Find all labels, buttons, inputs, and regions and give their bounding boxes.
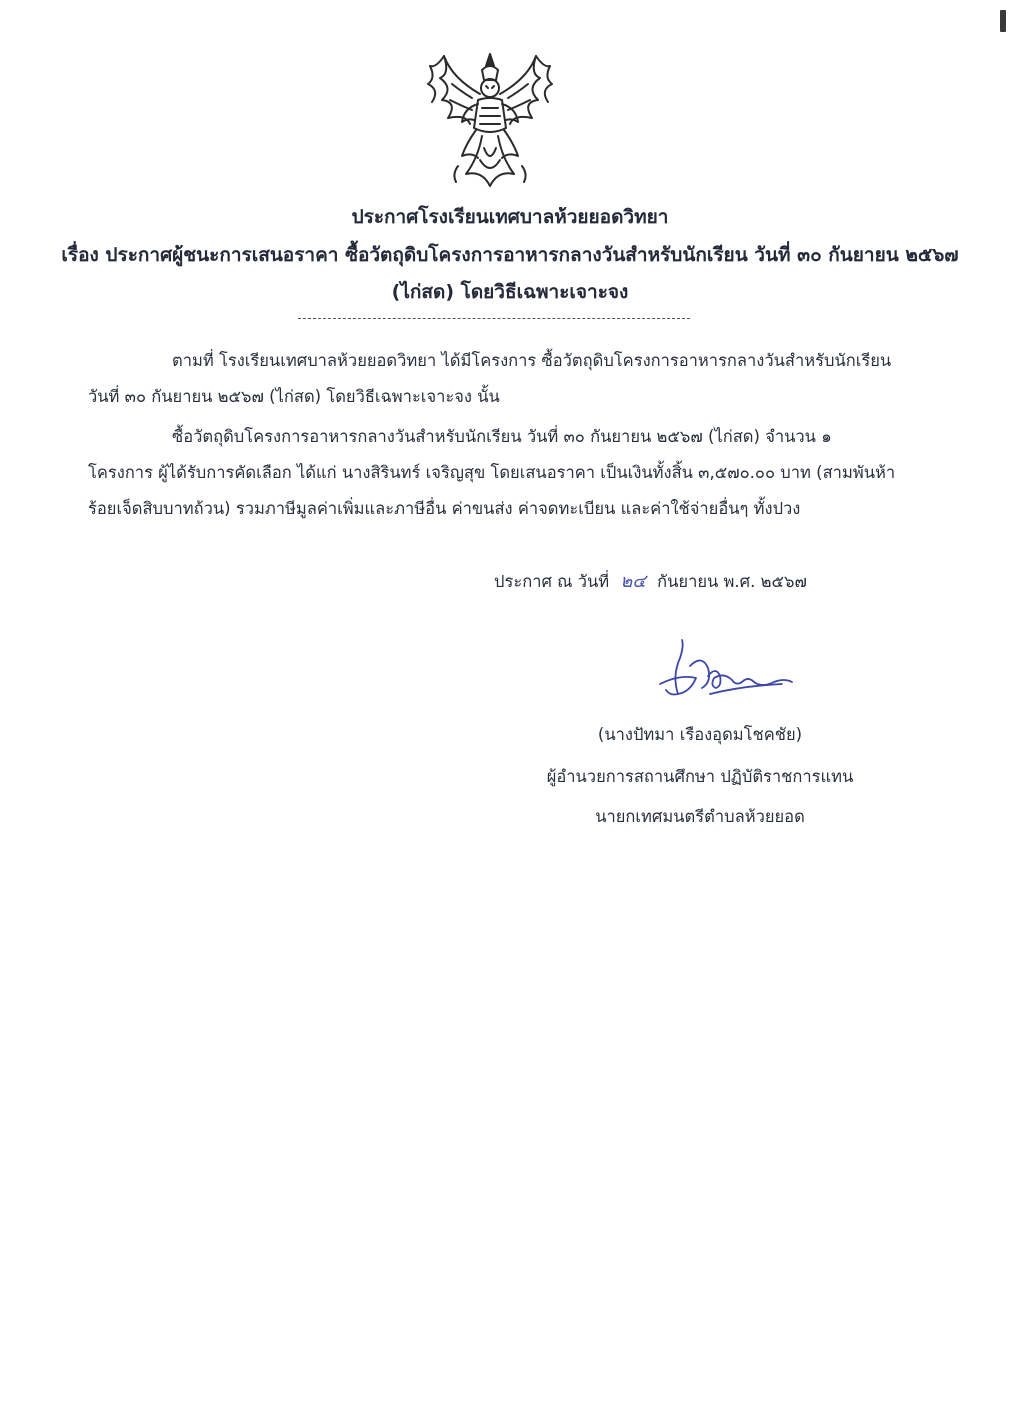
announcement-date [494, 566, 807, 595]
garuda-emblem-icon [422, 48, 558, 194]
signatory-name: (นางปัทมา เรืองอุดมโชคชัย) [597, 725, 803, 744]
announcement-subject-continued: (ไก่สด) โดยวิธีเฉพาะเจาะจง [391, 281, 629, 303]
paragraph-2-line-3: ร้อยเจ็ดสิบบาทถ้วน) รวมภาษีมูลค่าเพิ่มและภาษีอื่น ค่าขนส่ง ค่าจดทะเบียน และค่าใช้จ่ายอื่นๆ ทั้งปวง [88, 499, 801, 518]
announcement-date-suffix: กันยายน พ.ศ. ๒๕๖๗ [657, 572, 807, 591]
signatory-acting-for: นายกเทศมนตรีตำบลห้วยยอด [595, 807, 805, 826]
paragraph-1-line-2: วันที่ ๓๐ กันยายน ๒๕๖๗ (ไก่สด) โดยวิธีเฉพาะเจาะจง นั้น [88, 387, 500, 406]
header-divider [298, 318, 690, 319]
announcement-subject: เรื่อง ประกาศผู้ชนะการเสนอราคา ซื้อวัตถุดิบโครงการอาหารกลางวันสำหรับนักเรียน วันที่ ๓๐ กันยายน ๒๕๖๗ [61, 244, 959, 266]
announcement-title: ประกาศโรงเรียนเทศบาลห้วยยอดวิทยา [351, 206, 669, 228]
signatory-position: ผู้อำนวยการสถานศึกษา ปฏิบัติราชการแทน [546, 767, 854, 786]
paragraph-2-line-2: โครงการ ผู้ได้รับการคัดเลือก ได้แก่ นางสิรินทร์ เจริญสุข โดยเสนอราคา เป็นเงินทั้งสิ้น ๓,๕๗๐.๐๐ บาท (สามพันห้า [88, 463, 896, 482]
scan-edge-mark [1000, 10, 1006, 32]
announcement-date-prefix: ประกาศ ณ วันที่ [494, 572, 610, 591]
paragraph-1-line-1: ตามที่ โรงเรียนเทศบาลห้วยยอดวิทยา ได้มีโครงการ ซื้อวัตถุดิบโครงการอาหารกลางวันสำหรับนักเรียน [172, 351, 892, 370]
handwritten-signature [650, 636, 800, 706]
handwritten-day: ๒๔ [620, 571, 646, 592]
paragraph-2-line-1: ซื้อวัตถุดิบโครงการอาหารกลางวันสำหรับนักเรียน วันที่ ๓๐ กันยายน ๒๕๖๗ (ไก่สด) จำนวน ๑ [172, 427, 832, 446]
